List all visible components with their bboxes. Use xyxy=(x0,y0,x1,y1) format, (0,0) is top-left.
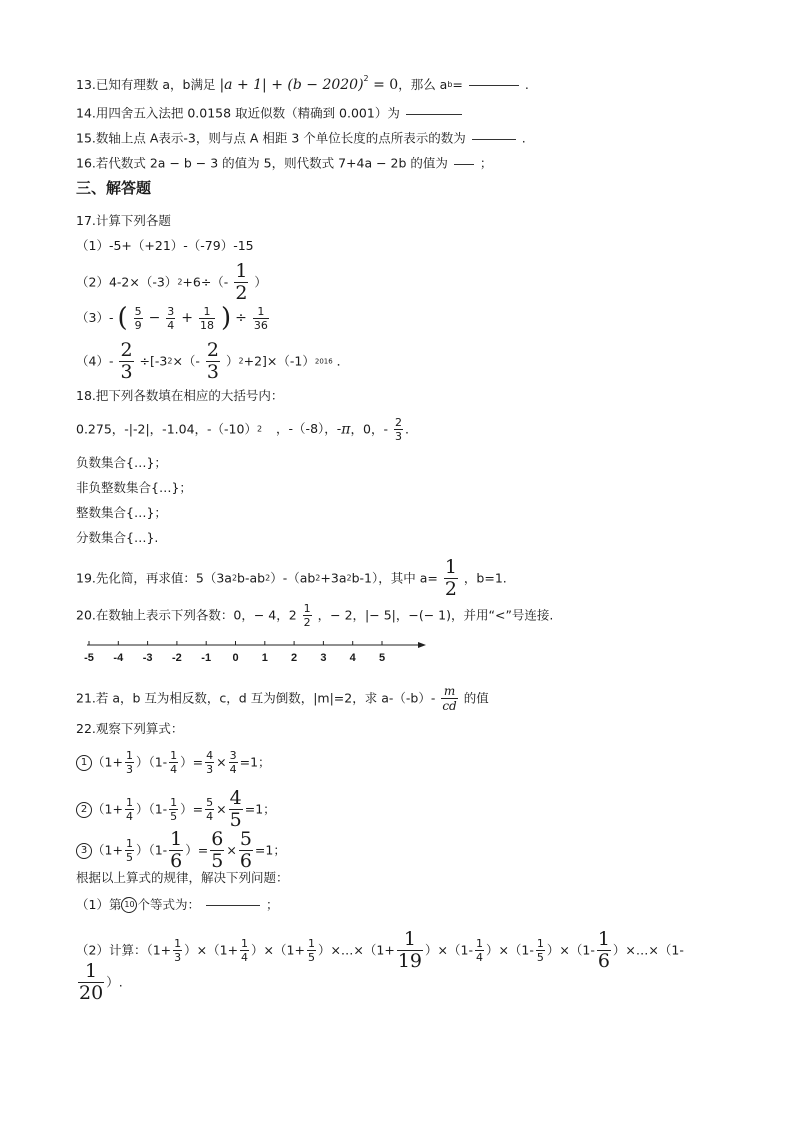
q22-equation-1 xyxy=(76,750,271,775)
q21-post: 的值 xyxy=(463,690,489,706)
q17-p4-exp2: 2 xyxy=(238,356,244,366)
q18-list-pi: π xyxy=(341,421,351,438)
q19-s4: 2 xyxy=(346,573,352,583)
number-line-label: -5 xyxy=(84,652,94,664)
q17-p4-pre: （4）- xyxy=(76,353,114,369)
number-line-label: 5 xyxy=(378,652,386,664)
q13-prefix: 13.已知有理数 a，b满足 xyxy=(76,76,216,92)
q20-post: ，− 2，|− 5|，−(− 1)，并用“<”号连接. xyxy=(317,607,554,623)
number-line-arrow xyxy=(418,642,426,648)
q20-pre: 20.在数轴上表示下列各数：0，− 4，2 xyxy=(76,607,297,623)
q17-p2-mid: +6÷（- xyxy=(182,274,229,290)
number-line-label: -4 xyxy=(113,652,124,664)
q18-list-mid2: ，0，- xyxy=(350,421,388,437)
question-21 xyxy=(76,685,489,712)
q19-t1: b-ab xyxy=(237,570,266,586)
q22-eq3-b: ）（1- xyxy=(135,842,168,858)
q22-sub1-mark: 10 xyxy=(121,897,137,913)
q22-sub2-f7: $\frac{1}{6}$ xyxy=(597,928,610,972)
q22-eq2-frac-a: $\frac{1}{4}$ xyxy=(125,796,133,823)
q19-s3: 2 xyxy=(315,573,321,583)
number-line-label: 3 xyxy=(320,652,327,664)
q22-eq1-c: ）= xyxy=(180,754,204,770)
q17-p3-frac-b: $\frac{3}{4}$ xyxy=(167,304,175,332)
q22-eq2-frac-c: $\frac{5}{4}$ xyxy=(206,796,214,823)
q15-answer-blank[interactable] xyxy=(472,138,516,140)
q13-mid: ，那么 a xyxy=(398,76,448,92)
q22-eq1-times: × xyxy=(216,754,227,770)
number-line-label: 2 xyxy=(291,652,298,664)
q13-formula: |a + 1| + (b − 2020) xyxy=(219,77,364,93)
q16-text: 16.若代数式 2a − b − 3 的值为 5，则代数式 7+4a − 2b 的值为 xyxy=(76,155,448,171)
q22-eq1-e: =1； xyxy=(239,754,271,770)
q22-sub2-t5: ）×（1- xyxy=(485,942,534,958)
q22-eq1-frac-b: $\frac{1}{4}$ xyxy=(170,749,178,776)
q22-eq3-a: （1+ xyxy=(92,842,123,858)
question-20 xyxy=(76,603,553,628)
q17-p3-frac-a: $\frac{5}{9}$ xyxy=(134,304,142,332)
q22-eq3-times: × xyxy=(226,842,237,858)
q18-set-negative: 负数集合{…}； xyxy=(76,455,167,470)
number-line-ticks xyxy=(84,641,385,664)
number-line-label: -3 xyxy=(142,652,153,664)
q13-post: = xyxy=(452,76,463,92)
q22-sub-1 xyxy=(76,897,278,913)
q17-p4-exp3: 2016 xyxy=(314,357,333,366)
number-line-label: 1 xyxy=(261,652,268,664)
q17-p3-frac-c: $\frac{1}{18}$ xyxy=(200,304,214,332)
number-line-label: -2 xyxy=(172,652,182,664)
q22-eq1-frac-c: $\frac{4}{3}$ xyxy=(206,749,214,776)
q22-sub-2-cont xyxy=(76,962,123,1003)
q22-eq2-times: × xyxy=(216,801,227,817)
q18-set-nonneg-int: 非负整数集合{…}； xyxy=(76,480,192,495)
q19-post: ，b=1. xyxy=(463,570,507,586)
q16-answer-blank[interactable] xyxy=(454,163,474,165)
q22-equation-3 xyxy=(76,830,286,871)
q22-eq3-e: =1； xyxy=(254,842,286,858)
q22-sub2-f6: $\frac{1}{5}$ xyxy=(536,937,544,964)
question-13 xyxy=(76,74,529,93)
q19-fraction: $\frac{1}{2}$ xyxy=(444,556,457,600)
q16-end: ； xyxy=(479,155,493,171)
q22-eq1-a: （1+ xyxy=(92,754,123,770)
q22-title: 22.观察下列算式： xyxy=(76,721,184,736)
q22-equation-2 xyxy=(76,789,276,830)
q22-eq1-frac-a: $\frac{1}{3}$ xyxy=(125,749,133,776)
q22-sub2-f1: $\frac{1}{3}$ xyxy=(174,937,182,964)
q22-eq2-mark: 2 xyxy=(76,802,92,818)
q17-p4-post: ． xyxy=(336,353,350,369)
q22-eq3-c: ）= xyxy=(185,842,209,858)
q19-t3: +3a xyxy=(320,570,347,586)
q22-eq1-mark: 1 xyxy=(76,755,92,771)
q22-sub2-t1: ）×（1+ xyxy=(184,942,239,958)
q22-sub2-pre: （2）计算：（1+ xyxy=(76,942,172,958)
q17-p4-mid3: ） xyxy=(226,353,239,369)
q22-sub2-t4: ）×（1- xyxy=(425,942,473,958)
q22-eq1-b: ）（1- xyxy=(135,754,168,770)
q17-p4-mid4: +2]×（-1） xyxy=(243,353,315,369)
q19-pre: 19.先化简，再求值：5（3a xyxy=(76,570,232,586)
q13-end: . xyxy=(524,76,529,92)
q22-sub2-t7: ）×…×（1- xyxy=(612,942,684,958)
q18-list-fraction: $\frac{2}{3}$ xyxy=(394,416,402,443)
q18-title: 18.把下列各数填在相应的大括号内： xyxy=(76,388,284,403)
q14-text: 14.用四舍五入法把 0.0158 取近似数（精确到 0.001）为 xyxy=(76,105,400,121)
q17-part-1: （1）-5+（+21）-（-79）-15 xyxy=(76,238,254,253)
q13-sup: b xyxy=(447,80,453,89)
q17-part-4 xyxy=(76,341,349,382)
q18-list-exp: 2 xyxy=(256,424,263,434)
q22-eq2-frac-d: $\frac{4}{5}$ xyxy=(229,787,242,831)
q17-p3-lparen: ( xyxy=(117,303,128,333)
q17-part-3 xyxy=(76,305,271,331)
q17-p2-pre: （2）4-2×（-3） xyxy=(76,274,178,290)
q22-sub2-f2: $\frac{1}{4}$ xyxy=(241,937,249,964)
q19-t2: ）-（ab xyxy=(270,570,316,586)
q18-set-fraction: 分数集合{…}. xyxy=(76,530,159,545)
q18-list-mid: ，-（-8），- xyxy=(276,421,342,437)
q22-eq2-c: ）= xyxy=(180,801,204,817)
q22-eq3-frac-b: $\frac{1}{6}$ xyxy=(170,828,183,872)
q22-eq2-b: ）（1- xyxy=(135,801,168,817)
q17-p4-frac-1: $\frac{2}{3}$ xyxy=(120,339,133,383)
q22-sub2-f8: $\frac{1}{20}$ xyxy=(79,960,104,1004)
q17-p2-fraction: $\frac{1}{2}$ xyxy=(235,260,248,304)
q22-sub2-f3: $\frac{1}{5}$ xyxy=(307,937,315,964)
q22-eq3-frac-c: $\frac{6}{5}$ xyxy=(211,828,224,872)
q21-pre: 21.若 a，b 互为相反数，c，d 互为倒数，|m|=2，求 a-（-b）- xyxy=(76,690,436,706)
q17-title: 17.计算下列各题 xyxy=(76,213,171,228)
q22-sub1-pre: （1）第 xyxy=(76,896,122,912)
q19-s1: 2 xyxy=(231,573,238,583)
number-line xyxy=(80,636,430,666)
q22-rule: 根据以上算式的规律，解决下列问题： xyxy=(76,870,289,885)
q22-eq2-e: =1； xyxy=(244,801,276,817)
q22-sub2-f4: $\frac{1}{19}$ xyxy=(397,928,423,972)
q17-p2-exp: 2 xyxy=(177,277,183,287)
q17-p2-post: ） xyxy=(254,274,267,290)
question-15 xyxy=(76,132,526,145)
section-title: 三、解答题 xyxy=(76,179,152,197)
q22-sub2-t6: ）×（1- xyxy=(546,942,595,958)
q13-equals: = 0 xyxy=(368,77,399,93)
q17-p4-exp1: 2 xyxy=(167,356,173,366)
q22-sub1-post: 个等式为： xyxy=(137,896,200,912)
q15-end: . xyxy=(521,130,526,146)
q17-p4-mid1: ÷[-3 xyxy=(139,353,168,369)
q22-eq2-frac-b: $\frac{1}{5}$ xyxy=(170,796,178,823)
q17-p3-frac-d: $\frac{1}{36}$ xyxy=(253,304,268,332)
question-14 xyxy=(76,107,464,120)
number-line-label: 4 xyxy=(349,652,356,664)
q14-answer-blank[interactable] xyxy=(406,113,462,115)
q18-set-integer: 整数集合{…}； xyxy=(76,505,167,520)
q18-number-list xyxy=(76,417,409,442)
q22-sub2-end: ）. xyxy=(106,974,123,990)
q22-eq3-frac-a: $\frac{1}{5}$ xyxy=(125,837,133,864)
q13-exponent: 2 xyxy=(363,74,369,83)
q22-eq2-a: （1+ xyxy=(92,801,123,817)
question-19 xyxy=(76,558,507,599)
q17-p3-pre: （3）- xyxy=(76,309,114,325)
q18-list-post: . xyxy=(404,421,409,437)
q22-sub2-t3: ）×…×（1+ xyxy=(317,942,395,958)
q22-eq3-mark: 3 xyxy=(76,843,92,859)
q18-list-pre: 0.275，-|-2|，-1.04，-（-10） xyxy=(76,421,257,437)
q20-fraction: $\frac{1}{2}$ xyxy=(303,602,311,629)
q17-p3-rparen: ) xyxy=(220,303,232,333)
q22-eq1-frac-d: $\frac{3}{4}$ xyxy=(229,749,237,776)
q15-text: 15.数轴上点 A表示-3，则与点 A 相距 3 个单位长度的点所表示的数为 xyxy=(76,130,466,146)
q19-s2: 2 xyxy=(265,573,271,583)
q17-part-2 xyxy=(76,262,267,303)
q21-fraction: $\frac{m}{cd}$ xyxy=(442,684,457,713)
q17-p3-minus: − xyxy=(148,310,161,326)
q22-sub2-t2: ）×（1+ xyxy=(251,942,305,958)
q22-sub2-f5: $\frac{1}{4}$ xyxy=(475,937,483,964)
number-line-label: -1 xyxy=(201,652,212,664)
q17-p4-mid2: ×（- xyxy=(172,353,200,369)
q22-sub1-end: ； xyxy=(265,896,279,912)
q13-answer-blank[interactable] xyxy=(469,84,519,86)
q22-eq3-frac-d: $\frac{5}{6}$ xyxy=(239,828,252,872)
q19-t4: b-1），其中 a= xyxy=(351,570,438,586)
q17-p4-frac-2: $\frac{2}{3}$ xyxy=(206,339,220,383)
question-16 xyxy=(76,157,492,170)
q22-sub1-answer-blank[interactable] xyxy=(206,904,260,906)
q17-p3-plus: + xyxy=(181,310,194,326)
q22-sub-2 xyxy=(76,930,684,971)
q17-p3-divide: ÷ xyxy=(235,310,247,326)
number-line-label: 0 xyxy=(232,652,239,664)
